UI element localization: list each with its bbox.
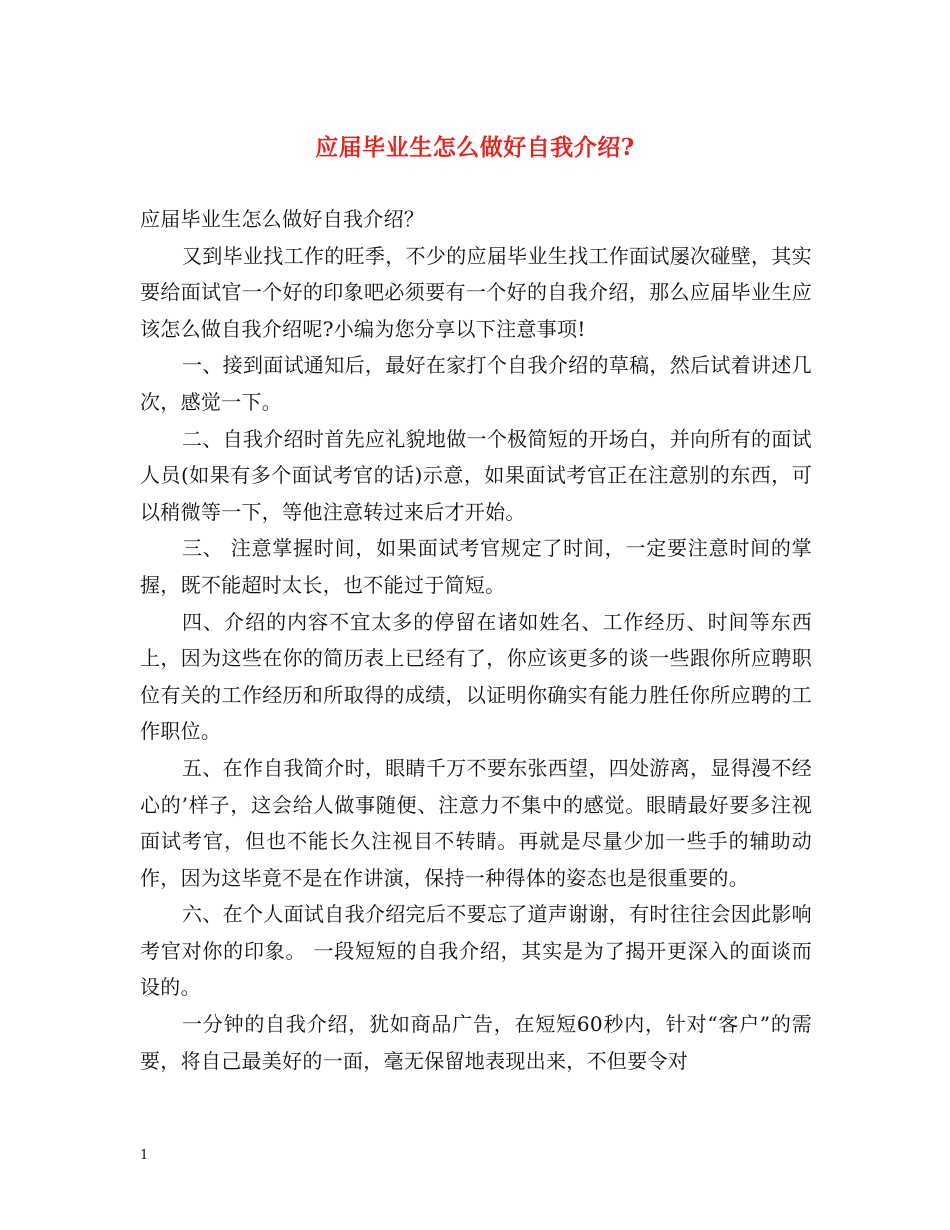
paragraph-point-3: 三、 注意掌握时间，如果面试考官规定了时间，一定要注意时间的掌握，既不能超时太长，也不能过于简短。 <box>140 536 812 597</box>
document-title: 应届毕业生怎么做好自我介绍? <box>315 134 635 161</box>
paragraph-subtitle: 应届毕业生怎么做好自我介绍？ <box>140 207 425 231</box>
paragraph-point-4: 四、介绍的内容不宜太多的停留在诸如姓名、工作经历、时间等东西上，因为这些在你的简历表上已经有了，你应该更多的谈一些跟你所应聘职位有关的工作经历和所取得的成绩，以证明你确实有能力胜任你所应聘的工作职位。 <box>140 609 812 744</box>
paragraph-point-2: 二、自我介绍时首先应礼貌地做一个极简短的开场白，并向所有的面试人员(如果有多个面试考官的话)示意，如果面试考官正在注意别的东西，可以稍微等一下，等他注意转过来后才开始。 <box>140 426 812 524</box>
paragraph-point-1: 一、接到面试通知后，最好在家打个自我介绍的草稿，然后试着讲述几次，感觉一下。 <box>140 353 812 414</box>
paragraph-one-minute: 一分钟的自我介绍，犹如商品广告，在短短60秒内，针对“客户”的需要，将自己最美好的一面，毫无保留地表现出来，不但要令对 <box>140 1012 812 1073</box>
paragraph-point-5: 五、在作自我简介时，眼睛千万不要东张西望，四处游离，显得漫不经心的’样子，这会给人做事随便、注意力不集中的感觉。眼睛最好要多注视面试考官，但也不能长久注视目不转睛。再就是尽量少加一些手的辅助动作，因为这毕竟不是在作讲演，保持一种得体的姿态也是很重要的。 <box>140 755 812 890</box>
paragraph-intro: 又到毕业找工作的旺季，不少的应届毕业生找工作面试屡次碰壁，其实要给面试官一个好的印象吧必须要有一个好的自我介绍，那么应届毕业生应该怎么做自我介绍呢?小编为您分享以下注意事项! <box>140 243 812 341</box>
page-number: 1 <box>140 1148 149 1163</box>
document-body <box>140 201 812 1079</box>
paragraph-point-6: 六、在个人面试自我介绍完后不要忘了道声谢谢，有时往往会因此影响考官对你的印象。 一段短短的自我介绍，其实是为了揭开更深入的面谈而设的。 <box>140 902 812 1000</box>
